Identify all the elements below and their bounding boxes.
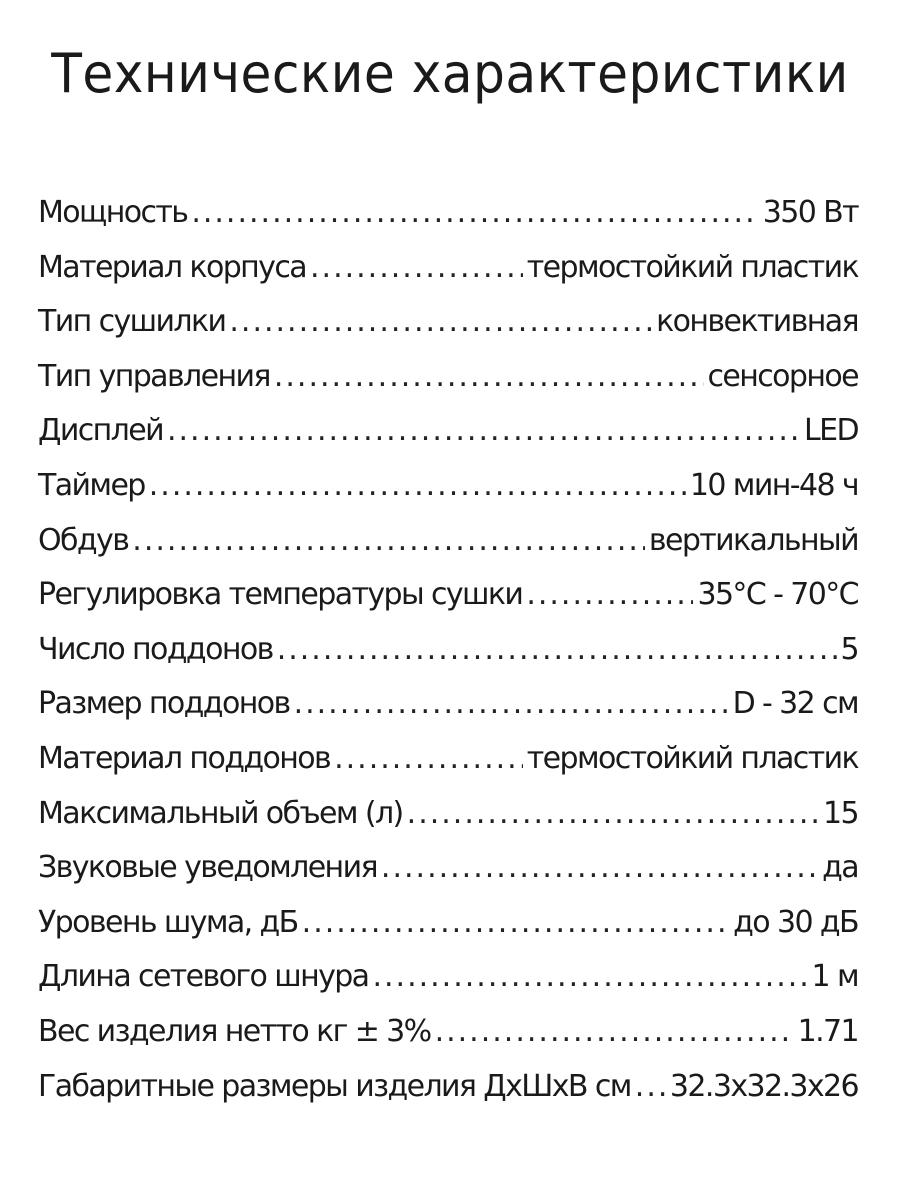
spec-value: сенсорное	[707, 358, 858, 394]
dot-leader	[167, 404, 800, 459]
dot-leader	[381, 841, 818, 896]
spec-value: 1.71	[797, 1013, 858, 1049]
spec-value: 32.3х32.3х26	[669, 1068, 858, 1104]
spec-row-noise-level	[38, 896, 858, 951]
spec-label: Звуковые уведомления	[38, 850, 377, 886]
dot-leader	[132, 514, 645, 569]
spec-label: Длина сетевого шнура	[38, 959, 369, 995]
spec-row-temperature	[38, 568, 858, 623]
spec-row-net-weight	[38, 1005, 858, 1060]
spec-value: конвективная	[656, 304, 858, 340]
spec-row-airflow	[38, 514, 858, 569]
spec-row-tray-count	[38, 623, 858, 678]
spec-value: LED	[804, 413, 858, 449]
spec-row-display	[38, 404, 858, 459]
spec-row-body-material	[38, 241, 858, 296]
spec-value: термостойкий пластик	[526, 249, 858, 285]
spec-value: да	[822, 850, 858, 886]
spec-value: до 30 дБ	[733, 904, 858, 940]
spec-row-tray-material	[38, 732, 858, 787]
dot-leader	[372, 950, 807, 1005]
dot-leader	[310, 241, 523, 296]
dot-leader	[302, 896, 729, 951]
spec-label: Уровень шума, дБ	[38, 904, 298, 940]
page-title: Технические характеристики	[51, 42, 849, 105]
spec-row-control-type	[38, 350, 858, 405]
spec-row-sound-notifications	[38, 841, 858, 896]
spec-label: Материал поддонов	[38, 740, 331, 776]
dot-leader	[635, 1060, 666, 1115]
spec-row-power	[38, 186, 858, 241]
spec-label: Тип сушилки	[38, 304, 226, 340]
spec-row-cord-length	[38, 950, 858, 1005]
spec-row-dimensions	[38, 1060, 858, 1115]
spec-list	[38, 186, 858, 1114]
spec-value: 350 Вт	[762, 195, 858, 230]
dot-leader	[294, 677, 729, 732]
spec-value: 1 м	[811, 959, 858, 995]
dot-leader	[149, 459, 686, 514]
spec-label: Вес изделия нетто кг ± 3%	[38, 1013, 431, 1049]
spec-label: Число поддонов	[38, 631, 273, 667]
spec-row-dryer-type	[38, 295, 858, 350]
dot-leader	[334, 732, 523, 787]
dot-leader	[435, 1005, 794, 1060]
spec-value: 35°C - 70°C	[697, 577, 858, 613]
spec-label: Дисплей	[38, 413, 163, 449]
dot-leader	[277, 623, 837, 678]
spec-label: Размер поддонов	[38, 686, 290, 722]
spec-row-max-volume	[38, 787, 858, 842]
spec-row-tray-size	[38, 677, 858, 732]
dot-leader	[526, 568, 693, 623]
spec-label: Тип управления	[38, 358, 270, 394]
spec-value: 10 мин-48 ч	[689, 467, 858, 503]
spec-label: Габаритные размеры изделия ДхШхВ см	[38, 1068, 631, 1104]
dot-leader	[229, 295, 652, 350]
spec-label: Обдув	[38, 522, 129, 558]
spec-row-timer	[38, 459, 858, 514]
spec-value: 15	[823, 795, 858, 831]
dot-leader	[274, 350, 704, 405]
dot-leader	[191, 186, 758, 241]
spec-label: Таймер	[38, 467, 145, 503]
spec-value: D - 32 см	[732, 686, 858, 722]
spec-label: Максимальный объем (л)	[38, 795, 403, 831]
spec-value: 5	[840, 631, 858, 667]
spec-label: Материал корпуса	[38, 249, 306, 285]
spec-value: вертикальный	[648, 522, 858, 558]
spec-label: Регулировка температуры сушки	[38, 577, 523, 613]
spec-label: Мощность	[38, 195, 188, 230]
spec-value: термостойкий пластик	[526, 740, 858, 776]
dot-leader	[407, 787, 819, 842]
